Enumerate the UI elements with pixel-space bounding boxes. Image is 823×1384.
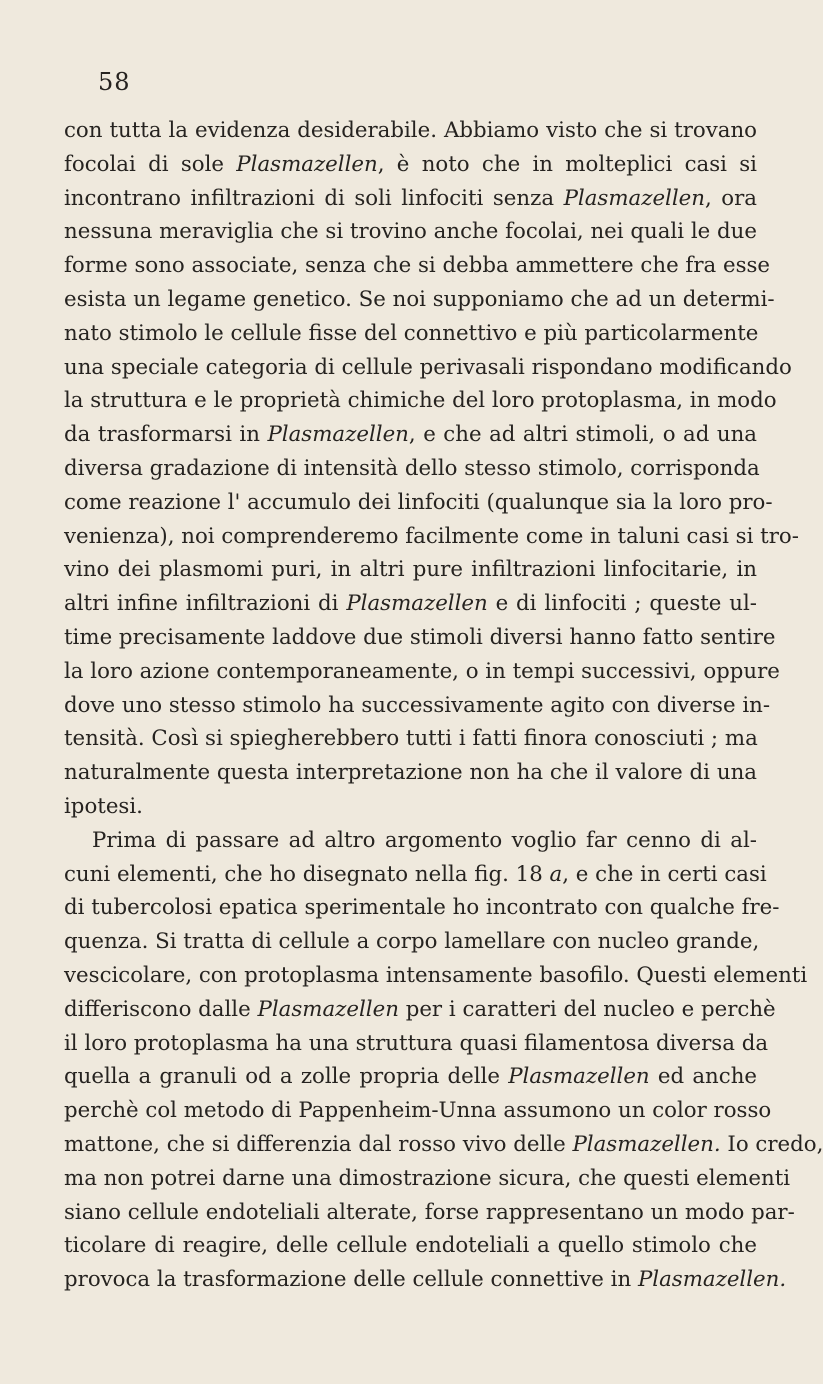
text-line: nato stimolo le cellule fisse del connettivo e più particolarmente bbox=[64, 320, 759, 346]
text-line: perchè col metodo di Pappenheim-Unna assumono un color rosso bbox=[64, 1098, 772, 1124]
italic-term: Plasmazellen. bbox=[637, 1267, 787, 1293]
text-line: come reazione l' accumulo dei linfociti (qualunque sia la loro pro- bbox=[64, 489, 773, 515]
text-line: differiscono dalle Plasmazellen per i caratteri del nucleo e perchè bbox=[64, 996, 776, 1022]
text-line: quenza. Si tratta di cellule a corpo lamellare con nucleo grande, bbox=[64, 929, 760, 955]
text-line: con tutta la evidenza desiderabile. Abbiamo visto che si trovano bbox=[64, 118, 757, 143]
text-line: nessuna meraviglia che si trovino anche focolai, nei quali le due bbox=[64, 219, 757, 245]
text-line: focolai di sole Plasmazellen, è noto che in molteplici casi si bbox=[64, 151, 757, 177]
text-line: la struttura e le proprietà chimiche del loro protoplasma, in modo bbox=[64, 388, 777, 414]
text-line: la loro azione contemporaneamente, o in tempi successivi, oppure bbox=[64, 658, 780, 684]
body-text bbox=[64, 114, 823, 1297]
text-line: ticolare di reagire, delle cellule endoteliali a quello stimolo che bbox=[64, 1233, 757, 1259]
text-line: vino dei plasmomi puri, in altri pure infiltrazioni linfocitarie, in bbox=[64, 557, 757, 583]
text-line: time precisamente laddove due stimoli diversi hanno fatto sentire bbox=[64, 624, 776, 650]
text-line: cuni elementi, che ho disegnato nella fig. 18 a, e che in certi casi bbox=[64, 861, 767, 887]
text-line: provoca la trasformazione delle cellule connettive in Plasmazellen. bbox=[64, 1267, 787, 1293]
text-line: ipotesi. bbox=[64, 793, 143, 819]
italic-term: Plasmazellen bbox=[236, 151, 378, 177]
text-line: quella a granuli od a zolle propria delle Plasmazellen ed anche bbox=[64, 1064, 758, 1090]
text-line: tensità. Così si spiegherebbero tutti i fatti finora conosciuti ; ma bbox=[64, 726, 758, 752]
italic-term: Plasmazellen bbox=[508, 1064, 650, 1090]
text-line: incontrano infiltrazioni di soli linfociti senza Plasmazellen, ora bbox=[64, 185, 757, 211]
text-line: vescicolare, con protoplasma intensamente basofilo. Questi elementi bbox=[64, 962, 808, 988]
italic-term: Plasmazellen. bbox=[572, 1131, 721, 1157]
text-line: altri infine infiltrazioni di Plasmazellen e di linfociti ; queste ul- bbox=[64, 591, 757, 617]
italic-term: Plasmazellen bbox=[346, 591, 488, 617]
text-line: di tubercolosi epatica sperimentale ho incontrato con qualche fre- bbox=[64, 895, 780, 921]
text-line: naturalmente questa interpretazione non ha che il valore di una bbox=[64, 760, 757, 786]
italic-term: a bbox=[549, 861, 563, 887]
italic-term: Plasmazellen bbox=[563, 185, 705, 211]
text-line: il loro protoplasma ha una struttura quasi filamentosa diversa da bbox=[64, 1030, 769, 1056]
text-line: mattone, che si differenzia dal rosso vivo delle Plasmazellen. Io credo, bbox=[64, 1131, 823, 1157]
italic-term: Plasmazellen bbox=[257, 996, 399, 1022]
text-line: ma non potrei darne una dimostrazione sicura, che questi elementi bbox=[64, 1165, 791, 1191]
page-number: 58 bbox=[98, 68, 131, 96]
text-line: siano cellule endoteliali alterate, forse rappresentano un modo par- bbox=[64, 1199, 795, 1225]
text-line: dove uno stesso stimolo ha successivamente agito con diverse in- bbox=[64, 692, 771, 718]
text-line: da trasformarsi in Plasmazellen, e che ad altri stimoli, o ad una bbox=[64, 422, 758, 448]
text-line: una speciale categoria di cellule perivasali rispondano modificando bbox=[64, 354, 792, 380]
text-line: diversa gradazione di intensità dello stesso stimolo, corrisponda bbox=[64, 455, 760, 481]
text-line: venienza), noi comprenderemo facilmente come in taluni casi si tro- bbox=[64, 523, 799, 549]
text-line: Prima di passare ad altro argomento voglio far cenno di al- bbox=[92, 827, 757, 853]
italic-term: Plasmazellen bbox=[267, 422, 409, 448]
text-line: forme sono associate, senza che si debba ammettere che fra esse bbox=[64, 253, 771, 279]
text-line: esista un legame genetico. Se noi supponiamo che ad un determi- bbox=[64, 286, 775, 312]
